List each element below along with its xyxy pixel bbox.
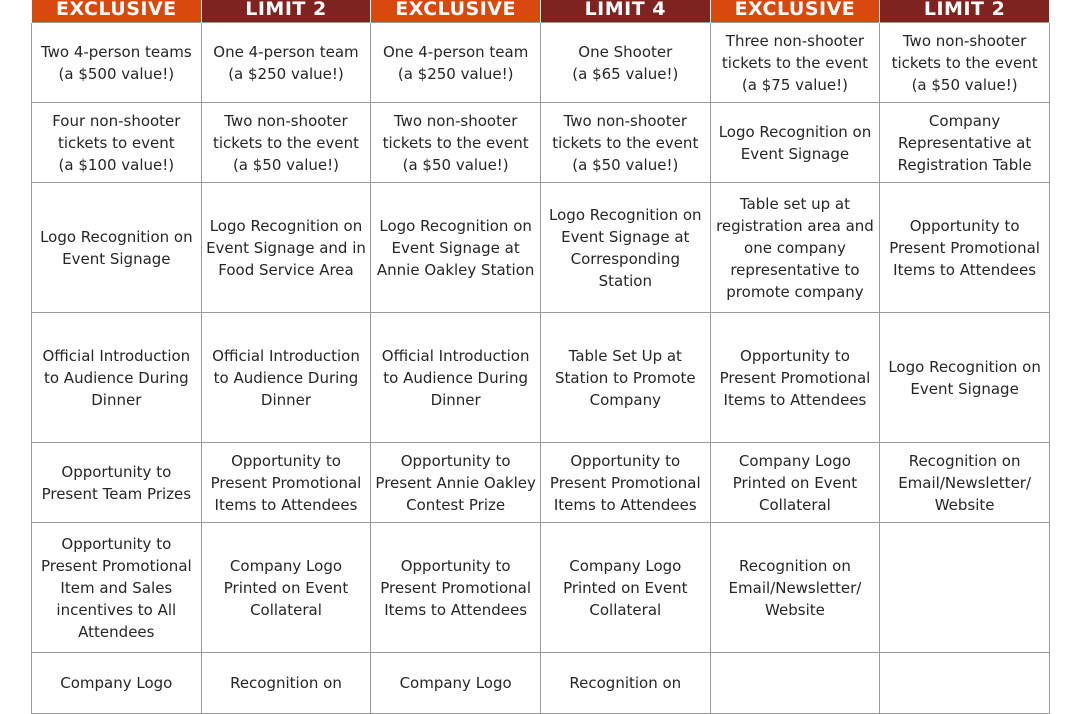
benefit-cell-empty <box>880 523 1050 653</box>
table-row <box>32 443 1050 523</box>
benefit-cell: Company Logo <box>32 653 202 714</box>
benefit-cell: Opportunity to Present Promotional Item and Sales incentives to All Attendees <box>32 523 202 653</box>
benefit-cell: Logo Recognition on Event Signage <box>32 183 202 313</box>
tier-header-6: LIMIT 2 <box>880 0 1050 23</box>
benefit-cell: Opportunity to Present Promotional Items to Attendees <box>371 523 541 653</box>
table-row <box>32 23 1050 103</box>
benefit-cell: Recognition on Email/Newsletter/ Website <box>710 523 880 653</box>
benefit-cell: Two 4-person teams (a $500 value!) <box>32 23 202 103</box>
tier-header-5: EXCLUSIVE <box>710 0 880 23</box>
benefit-cell: Company Logo Printed on Event Collateral <box>201 523 371 653</box>
benefit-cell: Logo Recognition on Event Signage <box>880 313 1050 443</box>
benefit-cell: Logo Recognition on Event Signage at Annie Oakley Station <box>371 183 541 313</box>
benefit-cell: Three non-shooter tickets to the event (a $75 value!) <box>710 23 880 103</box>
benefit-cell: Table set up at registration area and one company representative to promote company <box>710 183 880 313</box>
benefit-cell: Opportunity to Present Promotional Items to Attendees <box>710 313 880 443</box>
benefit-cell: Two non-shooter tickets to the event (a $50 value!) <box>880 23 1050 103</box>
benefit-cell: Official Introduction to Audience During Dinner <box>32 313 202 443</box>
benefit-cell: Recognition on <box>540 653 710 714</box>
benefit-cell: Opportunity to Present Promotional Items to Attendees <box>201 443 371 523</box>
benefit-cell: Table Set Up at Station to Promote Company <box>540 313 710 443</box>
tier-header-row <box>32 0 1050 23</box>
table-row <box>32 183 1050 313</box>
benefit-cell: Company Logo Printed on Event Collateral <box>540 523 710 653</box>
sponsorship-benefits-table <box>31 0 1050 714</box>
benefit-cell: Two non-shooter tickets to the event (a $50 value!) <box>371 103 541 183</box>
table-row <box>32 103 1050 183</box>
table-row <box>32 653 1050 714</box>
benefit-cell-empty <box>710 653 880 714</box>
benefit-cell: Company Representative at Registration Table <box>880 103 1050 183</box>
benefit-cell: Company Logo <box>371 653 541 714</box>
benefit-cell: Recognition on Email/Newsletter/ Website <box>880 443 1050 523</box>
benefit-cell: Opportunity to Present Promotional Items to Attendees <box>540 443 710 523</box>
benefit-cell: Opportunity to Present Annie Oakley Contest Prize <box>371 443 541 523</box>
benefit-cell: One 4-person team (a $250 value!) <box>201 23 371 103</box>
table-row <box>32 313 1050 443</box>
benefit-cell: Logo Recognition on Event Signage and in Food Service Area <box>201 183 371 313</box>
tier-header-3: EXCLUSIVE <box>371 0 541 23</box>
table-row <box>32 523 1050 653</box>
benefit-cell: Recognition on <box>201 653 371 714</box>
benefit-cell: One 4-person team (a $250 value!) <box>371 23 541 103</box>
benefit-cell: Official Introduction to Audience During Dinner <box>201 313 371 443</box>
benefit-cell-empty <box>880 653 1050 714</box>
benefit-cell: Opportunity to Present Team Prizes <box>32 443 202 523</box>
benefit-cell: Logo Recognition on Event Signage at Corresponding Station <box>540 183 710 313</box>
benefit-cell: One Shooter (a $65 value!) <box>540 23 710 103</box>
tier-header-2: LIMIT 2 <box>201 0 371 23</box>
tier-header-1: EXCLUSIVE <box>32 0 202 23</box>
benefit-cell: Four non-shooter tickets to event (a $100 value!) <box>32 103 202 183</box>
benefit-cell: Official Introduction to Audience During Dinner <box>371 313 541 443</box>
benefit-cell: Two non-shooter tickets to the event (a $50 value!) <box>201 103 371 183</box>
benefit-cell: Company Logo Printed on Event Collateral <box>710 443 880 523</box>
benefit-cell: Logo Recognition on Event Signage <box>710 103 880 183</box>
benefit-cell: Two non-shooter tickets to the event (a $50 value!) <box>540 103 710 183</box>
tier-header-4: LIMIT 4 <box>540 0 710 23</box>
benefit-cell: Opportunity to Present Promotional Items to Attendees <box>880 183 1050 313</box>
